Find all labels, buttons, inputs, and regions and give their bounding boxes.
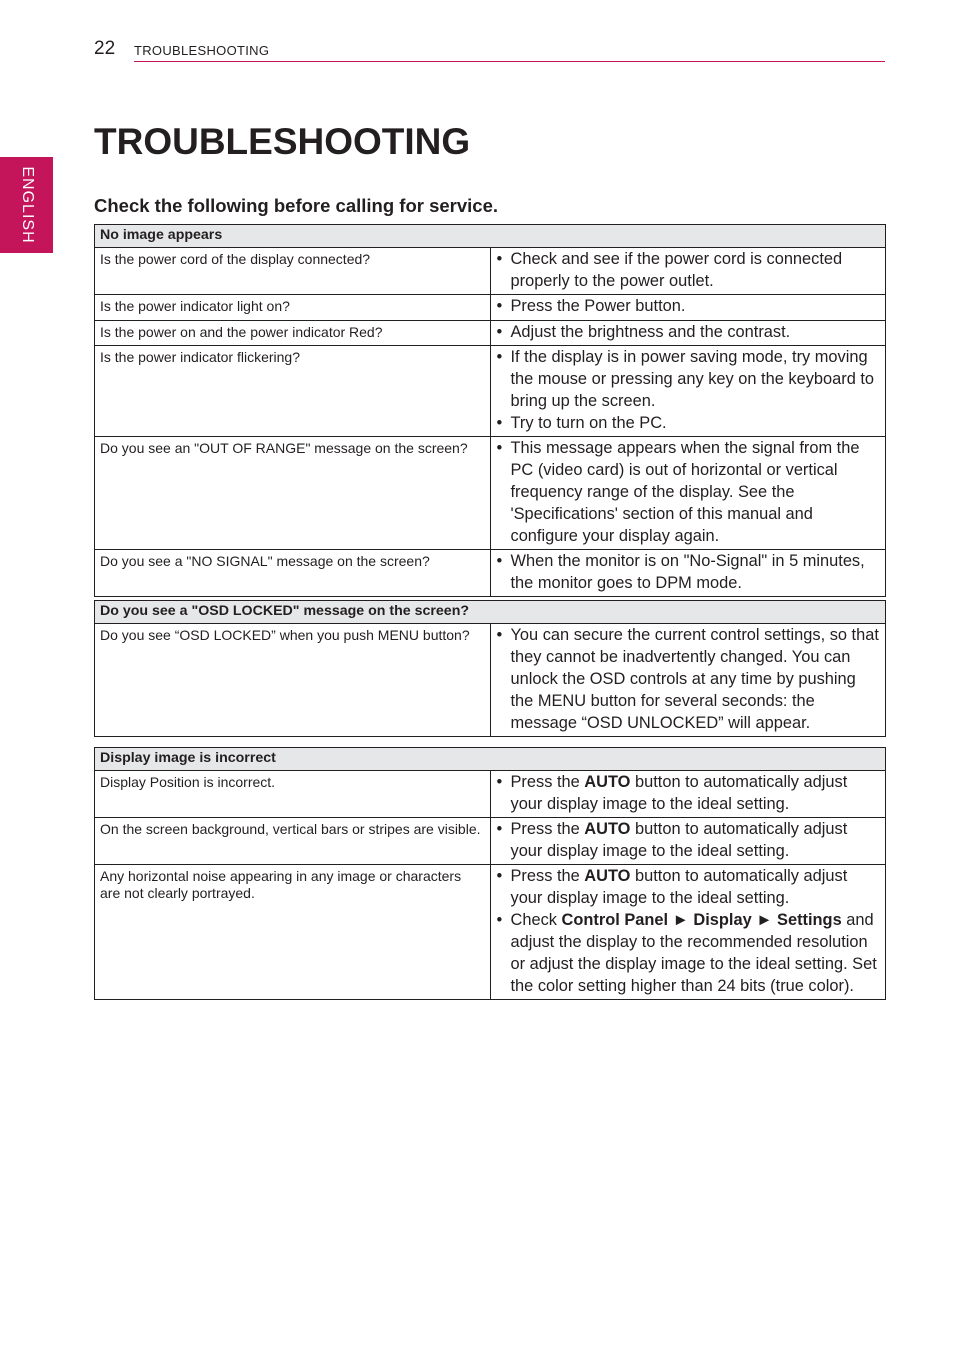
answer-list — [495, 624, 882, 734]
answer-list — [495, 771, 882, 815]
answer-text: button to automatically adjust your display image to the ideal setting. — [510, 773, 848, 813]
answer-list — [495, 550, 882, 594]
answer-list — [495, 818, 882, 862]
question-cell: Is the power on and the power indicator Red? — [95, 320, 491, 346]
answer-cell — [490, 437, 886, 550]
troubleshooting-table-no-image — [94, 224, 886, 597]
answer-cell — [490, 818, 886, 865]
answer-cell — [490, 295, 886, 321]
answer-cell — [490, 771, 886, 818]
answer-cell — [490, 624, 886, 737]
table-row — [95, 771, 886, 818]
answer-list — [495, 437, 882, 547]
table-row — [95, 320, 886, 346]
answer-list — [495, 865, 882, 997]
answer-cell — [490, 346, 886, 437]
language-tab — [0, 157, 53, 253]
table-row — [95, 818, 886, 865]
table-row — [95, 437, 886, 550]
page-number: 22 — [94, 38, 116, 59]
table-row — [95, 295, 886, 321]
answer-emphasis: AUTO — [584, 820, 631, 838]
answer-item: • When the monitor is on "No-Signal" in 5 minutes, the monitor goes to DPM mode. — [495, 550, 882, 594]
answer-item: • This message appears when the signal from the PC (video card) is out of horizontal or vertical frequency range of the display. See the 'Specifications' section of this manual and configure your display again. — [495, 437, 882, 547]
answer-item — [495, 865, 882, 909]
answer-text: Press the — [510, 773, 585, 791]
table-row — [95, 346, 886, 437]
answer-text: Press the — [510, 867, 585, 885]
table-heading: Display image is incorrect — [95, 748, 886, 771]
table-row — [95, 865, 886, 1000]
question-cell: Any horizontal noise appearing in any image or characters are not clearly portrayed. — [95, 865, 491, 1000]
answer-item — [495, 818, 882, 862]
answer-list — [495, 346, 882, 434]
answer-cell — [490, 320, 886, 346]
page-subtitle: Check the following before calling for service. — [94, 195, 499, 216]
answer-text: Check — [510, 911, 562, 929]
answer-list — [495, 248, 882, 292]
answer-emphasis: AUTO — [584, 867, 631, 885]
answer-cell — [490, 865, 886, 1000]
troubleshooting-table-osd-locked — [94, 600, 886, 737]
table-heading: No image appears — [95, 225, 886, 248]
question-cell: Is the power cord of the display connected? — [95, 248, 491, 295]
language-tab-label: ENGLISH — [19, 166, 36, 244]
answer-item — [495, 771, 882, 815]
answer-text: button to automatically adjust your display image to the ideal setting. — [510, 820, 848, 860]
question-cell: Do you see a "NO SIGNAL" message on the screen? — [95, 550, 491, 597]
answer-emphasis: Control Panel ► Display ► Settings — [561, 911, 842, 929]
troubleshooting-table-image-incorrect — [94, 747, 886, 1000]
question-cell: Display Position is incorrect. — [95, 771, 491, 818]
answer-list — [495, 295, 882, 317]
answer-item: • Press the Power button. — [495, 295, 882, 317]
answer-item — [495, 909, 882, 997]
table-row — [95, 550, 886, 597]
header-divider — [134, 61, 885, 62]
page-title: TROUBLESHOOTING — [94, 121, 471, 162]
answer-text: button to automatically adjust your display image to the ideal setting. — [510, 867, 848, 907]
answer-text: and adjust the display to the recommended resolution or adjust the display image to the ideal setting. Set the color setting higher than 24 bits (true color). — [510, 911, 877, 995]
question-cell: On the screen background, vertical bars or stripes are visible. — [95, 818, 491, 865]
table-row — [95, 248, 886, 295]
answer-list — [495, 321, 882, 343]
question-cell: Is the power indicator flickering? — [95, 346, 491, 437]
answer-emphasis: AUTO — [584, 773, 631, 791]
question-cell: Do you see an "OUT OF RANGE" message on the screen? — [95, 437, 491, 550]
answer-cell — [490, 248, 886, 295]
table-row — [95, 624, 886, 737]
question-cell: Do you see “OSD LOCKED” when you push MENU button? — [95, 624, 491, 737]
running-header: TROUBLESHOOTING — [134, 43, 270, 58]
answer-item: • If the display is in power saving mode, try moving the mouse or pressing any key on the keyboard to bring up the screen. — [495, 346, 882, 412]
answer-item: • Adjust the brightness and the contrast. — [495, 321, 882, 343]
question-cell: Is the power indicator light on? — [95, 295, 491, 321]
answer-item: • You can secure the current control settings, so that they cannot be inadvertently changed. You can unlock the OSD controls at any time by pushing the MENU button for several seconds: the message “OSD UNLOCKED” will appear. — [495, 624, 882, 734]
answer-cell — [490, 550, 886, 597]
answer-item: • Check and see if the power cord is connected properly to the power outlet. — [495, 248, 882, 292]
answer-item: • Try to turn on the PC. — [495, 412, 882, 434]
table-heading: Do you see a "OSD LOCKED" message on the screen? — [95, 601, 886, 624]
answer-text: Press the — [510, 820, 585, 838]
